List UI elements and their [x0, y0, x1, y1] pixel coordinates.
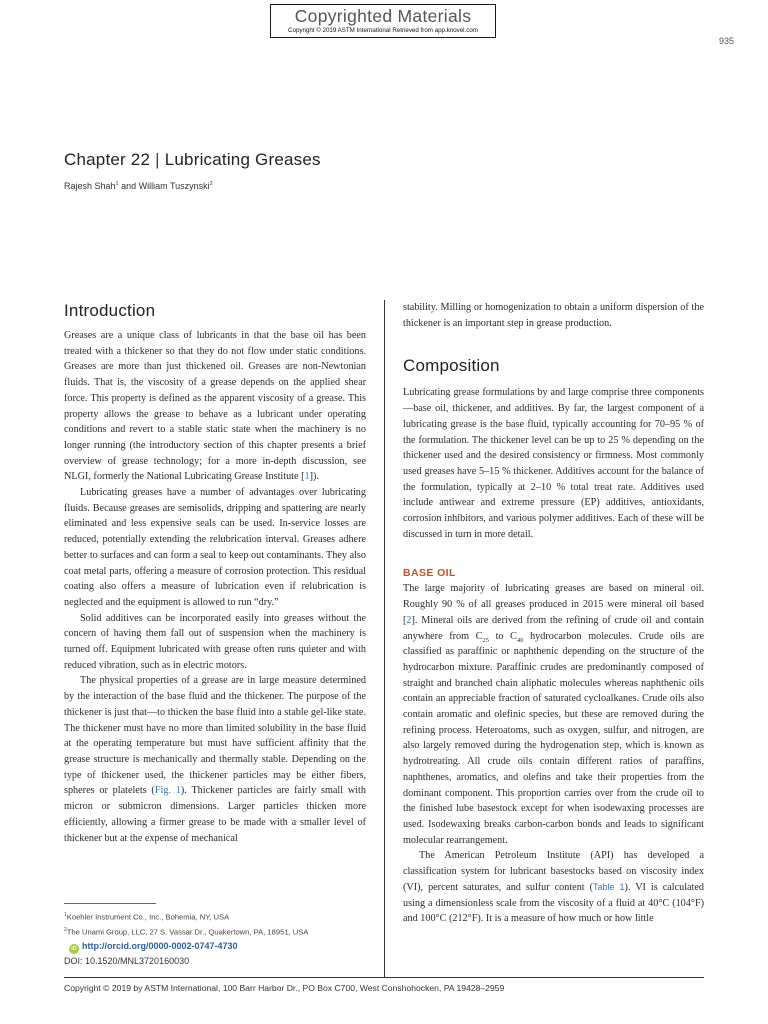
carbon-subscript-40: 40	[516, 636, 524, 644]
base-oil-heading: BASE OIL	[403, 567, 456, 580]
base-oil-paragraph-2: The American Petroleum Institute (API) has developed a classification system for lubricant basestocks based on viscosity index (VI), percent saturates, and sulfur content (Table 1). VI is calculated using a dimensionless scale from the viscosity of a fluid at 40°C (104°F) and 100°C (212°F). It is a measure of how much or how little	[403, 850, 704, 925]
left-column	[64, 300, 366, 846]
intro-paragraph-3: Solid additives can be incorporated easily into greases without the concern of having them fall out of suspension when the machinery is turned off. Equipment lubricated with grease often runs quieter and with reduced vibration, such as in electric motors.	[64, 612, 366, 671]
right-column	[403, 300, 704, 927]
footnotes	[64, 909, 374, 969]
footnote-2: $^2$The Unami Group, LLC, 27 S. Vassar Dr., Quakertown, PA, 18951, USA	[64, 927, 309, 937]
composition-heading: Composition	[403, 356, 500, 376]
intro-paragraph-4: The physical properties of a grease are in large measure determined by the interaction of the base fluid and the thickener. The purpose of the thickener is just that—to thicken the base fluid into a stable gel-like state. The thickener must have no more than limited solubility in the base fluid at the operating temperature but must have sufficient affinity that the grease structure is mechanically and thermally stable. Depending on the type of thickener used, the thickener particles may be either fibers, spheres or platelets (Fig. 1). Thickener particles are fairly small with micron or submicron dimensions. Larger particles thicken more efficiently, allowing a firmer grease to be made with a smaller level of thickener but at the expense of mechanical	[64, 675, 366, 844]
table-link-1[interactable]: Table 1	[593, 881, 625, 892]
chapter-label: Chapter 22	[64, 150, 151, 169]
footnote-divider	[64, 903, 156, 904]
copyright-footer: Copyright © 2019 by ASTM International, 100 Barr Harbor Dr., PO Box C700, West Conshohocken, PA 19428–2959	[64, 983, 505, 993]
footer-divider	[64, 977, 704, 978]
ref-link-1[interactable]: 1	[304, 471, 310, 483]
copyright-banner	[270, 4, 496, 38]
page-number: 935	[718, 36, 734, 46]
figure-link-1[interactable]: Fig. 1	[154, 785, 181, 797]
orcid-link[interactable]: http://orcid.org/0000-0002-0747-4730	[82, 941, 238, 952]
composition-paragraph: Lubricating grease formulations by and large comprise three components—base oil, thickener, and additives. By far, the largest component of a lubricating grease is the base fluid, typically accounting for 70–95 % of the formulation. The thickener level can be up to 25 % depending on the thickener used and the desired consistency or firmness. Most commonly used greases have 5–15 % thickener. Additives account for the balance of the formulation, typically at 2–10 % total treat rate. Additives used include antiwear and extreme pressure (EP) additives, antioxidants, corrosion inhibitors, and various polymer additives. Each of these will be discussed in turn in more detail.	[403, 387, 704, 540]
ref-link-2[interactable]: 2	[406, 614, 412, 626]
banner-subtitle: Copyright © 2019 ASTM International Retrieved from app.knovel.com	[288, 27, 478, 34]
intro-paragraph-2: Lubricating greases have a number of advantages over lubricating fluids. Because greases are semisolids, dripping and spattering are nearly eliminated and less expensive seals can be used. In-service losses are reduced, potentially extending the relubrication interval. Greases adhere better to surfaces and can form a seal to keep out contaminants. They also coat metal parts, offering a measure of corrosion protection. This residual coating also offers a measure of lubrication even if relubrication is neglected and the equipment is allowed to run “dry.”	[64, 487, 366, 608]
continuation-paragraph: stability. Milling or homogenization to obtain a uniform dispersion of the thickener is an important step in grease production.	[403, 302, 704, 329]
carbon-subscript-25: 25	[482, 636, 489, 644]
chapter-separator: |	[155, 150, 160, 169]
orcid-row	[64, 939, 374, 954]
footnote-1: $^1$Koehler Instrument Co., Inc., Bohemia, NY, USA	[64, 912, 230, 922]
orcid-icon: iD	[69, 944, 79, 954]
author-1-mark: 1	[115, 181, 119, 187]
chapter-name: Lubricating Greases	[164, 150, 321, 169]
column-divider	[384, 300, 385, 978]
introduction-heading: Introduction	[64, 301, 156, 320]
intro-paragraph-1: Greases are a unique class of lubricants in that the base oil has been treated with a thickener so that they do not flow under static conditions. Greases are more than just thickened oil. Greases are non-Newtonian fluids. That is, the viscosity of a grease depends on the applied shear force. This property is defined as the apparent viscosity of a grease. This property allows the grease to behave as a lubricant under operating conditions and revert to a stable static state when the machinery is no longer running (the introductory section of this chapter presents a brief overview of grease technology; for a more in-depth discussion, see NLGI, formerly the National Lubricating Grease Institute [1]).	[64, 330, 366, 483]
banner-title: Copyrighted Materials	[294, 6, 472, 26]
author-joiner: and	[118, 181, 139, 191]
base-oil-paragraph-1: The large majority of lubricating greases are based on mineral oil. Roughly 90 % of all greases produced in 2015 were mineral oil based [2]. Mineral oils are derived from the refining of crude oil and contain anywhere from $C_{25}$ to $C_{40}$ hydrocarbon molecules. Crude oils are classified as paraffinic or naphthenic depending on the structure of the hydrocarbon mixture. Paraffinic crudes are predominantly composed of straight and branched chain aliphatic molecules whereas naphthenic oils contain an appreciable fraction of saturated cycloalkanes. Crude oils also contain aromatic and olefinic species, but these are removed during the refining process. Heteroatoms, such as oxygen, sulfur, and nitrogen, are also largely removed during the hydrogenation step, which is known as hydrotreating. All crude oils contain different ratios of paraffins, naphthenes, aromatics, and olefins and take their properties from the dominant component. This proportion carries over from the crude oil to the finished lube basestock except for when isodewaxing processes are used. Isodewaxing breaks carbon-carbon bonds and leads to significant molecular rearrangement.	[403, 583, 704, 846]
author-1: Rajesh Shah	[64, 181, 116, 191]
author-2: William Tuszynski	[138, 181, 210, 191]
doi: DOI: 10.1520/MNL3720160030	[64, 956, 190, 967]
author-line	[64, 181, 213, 191]
chapter-title	[64, 150, 321, 170]
author-2-mark: 2	[209, 181, 213, 187]
